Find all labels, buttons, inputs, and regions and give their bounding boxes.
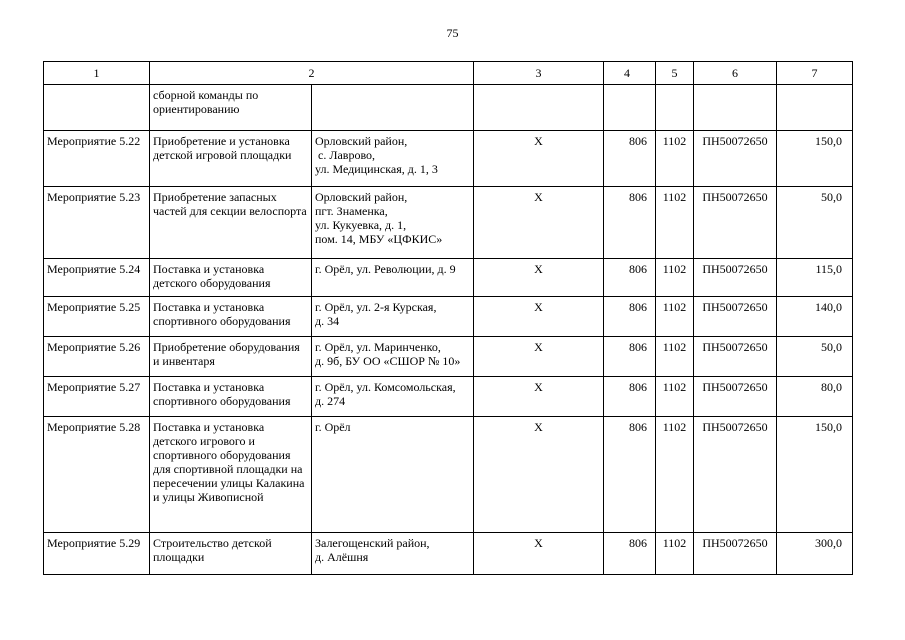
cell-col6: ПН50072650 [694,417,777,533]
address-line: д. 274 [315,394,346,408]
cell-col7 [777,85,853,131]
cell-col3 [474,85,604,131]
cell-col7: 300,0 [777,533,853,575]
header-cell-7: 7 [777,62,853,85]
cell-col5: 1102 [656,337,694,377]
cell-col4 [604,85,656,131]
cell-col7: 115,0 [777,259,853,297]
cell-id: Мероприятие 5.29 [44,533,150,575]
cell-name: Поставка и установка спортивного оборудования [150,297,312,337]
header-cell-5: 5 [656,62,694,85]
cell-col7: 50,0 [777,187,853,259]
cell-col4: 806 [604,297,656,337]
cell-address [312,85,474,131]
cell-col5: 1102 [656,297,694,337]
cell-col5: 1102 [656,377,694,417]
address-line: г. Орёл [315,420,351,434]
page-number: 75 [446,26,459,40]
cell-col3: Х [474,533,604,575]
header-cell-2: 2 [150,62,474,85]
address-line: ул. Кукуевка, д. 1, [315,218,407,232]
cell-name: Приобретение запасных частей для секции велоспорта [150,187,312,259]
cell-col6: ПН50072650 [694,131,777,187]
cell-col6 [694,85,777,131]
cell-id: Мероприятие 5.24 [44,259,150,297]
address-line: ул. Медицинская, д. 1, 3 [315,162,438,176]
address-line: с. Лаврово, [315,148,376,162]
cell-col6: ПН50072650 [694,297,777,337]
cell-col3: Х [474,259,604,297]
cell-id [44,85,150,131]
cell-col5: 1102 [656,187,694,259]
cell-col5 [656,85,694,131]
cell-col3: Х [474,297,604,337]
cell-id: Мероприятие 5.27 [44,377,150,417]
table-body [44,62,853,575]
cell-col5: 1102 [656,417,694,533]
cell-col4: 806 [604,377,656,417]
cell-name: Поставка и установка детского игрового и спортивного оборудования для спортивной площадки на пересечении улицы Калакина и улицы Живописной [150,417,312,533]
cell-id: Мероприятие 5.23 [44,187,150,259]
header-cell-1: 1 [44,62,150,85]
cell-name: Строительство детской площадки [150,533,312,575]
cell-col7: 80,0 [777,377,853,417]
address-line: д. 9б, БУ ОО «СШОР № 10» [315,354,461,368]
address-line: г. Орёл, ул. 2-я Курская, [315,300,437,314]
table-row [44,187,853,259]
cell-id: Мероприятие 5.25 [44,297,150,337]
address-line: Залегощенский район, [315,536,430,550]
cell-address [312,131,474,187]
cell-col7: 140,0 [777,297,853,337]
cell-col6: ПН50072650 [694,187,777,259]
header-cell-6: 6 [694,62,777,85]
address-line: Орловский район, [315,190,408,204]
cell-col5: 1102 [656,131,694,187]
address-line: д. Алёшня [315,550,369,564]
table-row [44,131,853,187]
cell-col3: Х [474,377,604,417]
cell-address [312,417,474,533]
cell-col7: 150,0 [777,417,853,533]
table-row [44,377,853,417]
cell-col6: ПН50072650 [694,377,777,417]
cell-col4: 806 [604,417,656,533]
address-line: пгт. Знаменка, [315,204,388,218]
table-row [44,297,853,337]
cell-address [312,297,474,337]
cell-col6: ПН50072650 [694,259,777,297]
table-row [44,259,853,297]
header-row [44,62,853,85]
cell-col4: 806 [604,131,656,187]
cell-col4: 806 [604,187,656,259]
cell-col5: 1102 [656,259,694,297]
table-row [44,417,853,533]
cell-col4: 806 [604,533,656,575]
cell-col6: ПН50072650 [694,337,777,377]
table-row [44,337,853,377]
cell-col3: Х [474,131,604,187]
cell-address [312,377,474,417]
cell-id: Мероприятие 5.28 [44,417,150,533]
address-line: г. Орёл, ул. Комсомольская, [315,380,456,394]
address-line: д. 34 [315,314,340,328]
cell-address [312,533,474,575]
table-row [44,533,853,575]
cell-col7: 150,0 [777,131,853,187]
cell-col3: Х [474,337,604,377]
cell-col4: 806 [604,259,656,297]
header-cell-3: 3 [474,62,604,85]
cell-id: Мероприятие 5.22 [44,131,150,187]
cell-address [312,259,474,297]
address-line: г. Орёл, ул. Маринченко, [315,340,441,354]
cell-name: Поставка и установка спортивного оборудования [150,377,312,417]
cell-col4: 806 [604,337,656,377]
cell-address [312,187,474,259]
cell-col5: 1102 [656,533,694,575]
cell-address [312,337,474,377]
cell-col7: 50,0 [777,337,853,377]
header-cell-4: 4 [604,62,656,85]
address-line: Орловский район, [315,134,408,148]
address-line: пом. 14, МБУ «ЦФКИС» [315,232,443,246]
budget-table [43,61,853,575]
cell-col3: Х [474,417,604,533]
cell-name: сборной команды по ориентированию [150,85,312,131]
cell-name: Приобретение оборудования и инвентаря [150,337,312,377]
cell-name: Поставка и установка детского оборудования [150,259,312,297]
cell-name: Приобретение и установка детской игровой площадки [150,131,312,187]
address-line: г. Орёл, ул. Революции, д. 9 [315,262,456,276]
continuation-row [44,85,853,131]
cell-id: Мероприятие 5.26 [44,337,150,377]
cell-col6: ПН50072650 [694,533,777,575]
cell-col3: Х [474,187,604,259]
